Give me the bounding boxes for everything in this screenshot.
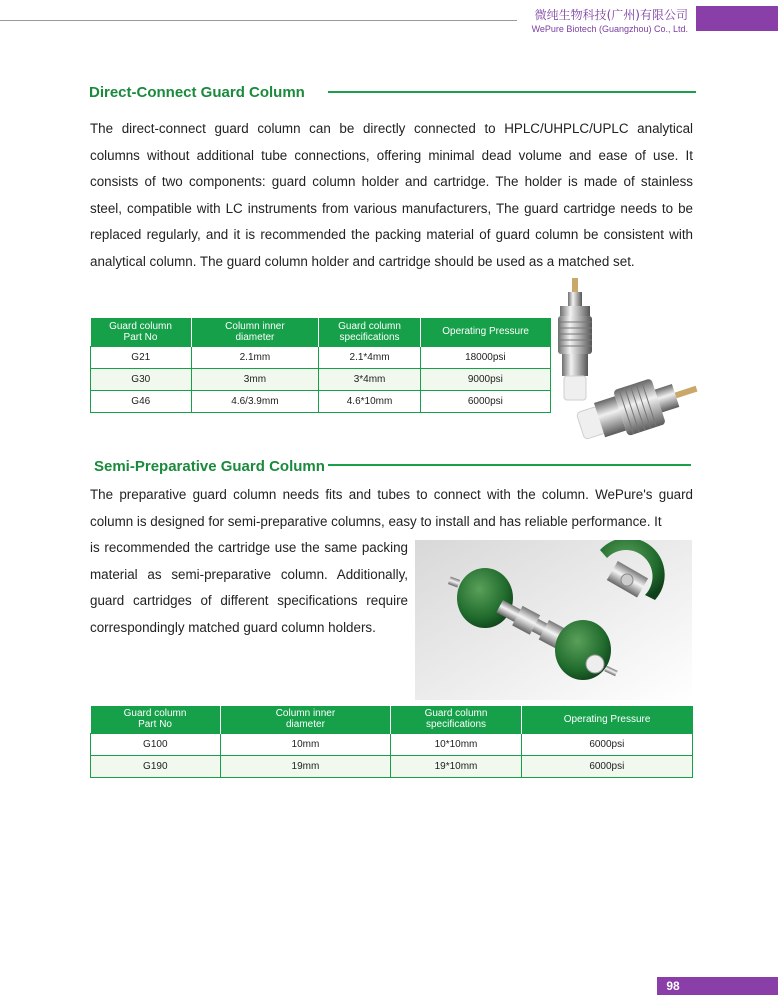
section1-paragraph: The direct-connect guard column can be directly connected to HPLC/UHPLC/UPLC analytical columns without additional tube connections, offering minimal dead volume and ease of use. It consists of two components: guard column holder and cartridge. The holder is made of stainless steel, compatible with LC instruments from various manufacturers, The guard cartridge needs to be replaced regularly, and it is recommended the packing material of guard column be consistent with analytical column. The guard column holder and cartridge should be used as a matched set. — [90, 121, 693, 269]
cell-part-no: G30 — [91, 368, 192, 390]
col-header-specifications: Guard column specifications — [391, 706, 521, 733]
cell-specifications: 3*4mm — [319, 368, 420, 390]
semi-prep-guard-column-image — [415, 540, 692, 700]
cell-part-no: G46 — [91, 390, 192, 412]
col-header-specifications: Guard column specifications — [319, 318, 420, 346]
cell-part-no: G21 — [91, 346, 192, 368]
col-header-operating-pressure: Operating Pressure — [420, 318, 550, 346]
cell-pressure: 6000psi — [521, 755, 692, 777]
cell-specifications: 2.1*4mm — [319, 346, 420, 368]
col-header-inner-diameter: Column inner diameter — [220, 706, 391, 733]
table-header-row — [91, 706, 693, 733]
cell-specifications: 4.6*10mm — [319, 390, 420, 412]
company-name-cn: 微纯生物科技(广州)有限公司 — [534, 8, 688, 22]
cell-pressure: 18000psi — [420, 346, 550, 368]
cell-pressure: 6000psi — [521, 733, 692, 755]
table-row — [91, 346, 551, 368]
section2-paragraph-narrow: is recommended the cartridge use the same packing material as semi-preparative column. Additionally, guard cartridges of different specifications require correspondingly matched guard column holders. — [90, 540, 408, 635]
header-rule — [0, 20, 517, 21]
cell-inner-diameter: 3mm — [191, 368, 319, 390]
table-row — [91, 755, 693, 777]
cell-inner-diameter: 2.1mm — [191, 346, 319, 368]
table-row — [91, 733, 693, 755]
cell-specifications: 19*10mm — [391, 755, 521, 777]
section2-paragraph-full: The preparative guard column needs fits and tubes to connect with the column. WePure's guard column is designed for semi-preparative columns, easy to install and has reliable performance. It — [90, 487, 693, 529]
col-header-inner-diameter: Column inner diameter — [191, 318, 319, 346]
section-title-semi-preparative: Semi-Preparative Guard Column — [94, 458, 325, 475]
col-header-part-no: Guard column Part No — [91, 706, 221, 733]
col-header-operating-pressure: Operating Pressure — [521, 706, 692, 733]
direct-connect-spec-table — [90, 318, 551, 413]
cell-pressure: 6000psi — [420, 390, 550, 412]
cell-part-no: G190 — [91, 755, 221, 777]
guard-column-holder-image — [550, 276, 700, 476]
table-row — [91, 390, 551, 412]
header-accent-block — [696, 6, 778, 31]
cell-inner-diameter: 4.6/3.9mm — [191, 390, 319, 412]
cell-inner-diameter: 10mm — [220, 733, 391, 755]
page-number: 98 — [666, 979, 680, 993]
cell-inner-diameter: 19mm — [220, 755, 391, 777]
cell-specifications: 10*10mm — [391, 733, 521, 755]
col-header-part-no: Guard column Part No — [91, 318, 192, 346]
section-rule — [328, 91, 696, 93]
cell-pressure: 9000psi — [420, 368, 550, 390]
table-row — [91, 368, 551, 390]
semi-prep-spec-table — [90, 706, 693, 778]
section-rule — [328, 464, 691, 466]
section-title-direct-connect: Direct-Connect Guard Column — [89, 84, 305, 101]
table-header-row — [91, 318, 551, 346]
company-name-en: WePure Biotech (Guangzhou) Co., Ltd. — [531, 24, 688, 34]
cell-part-no: G100 — [91, 733, 221, 755]
